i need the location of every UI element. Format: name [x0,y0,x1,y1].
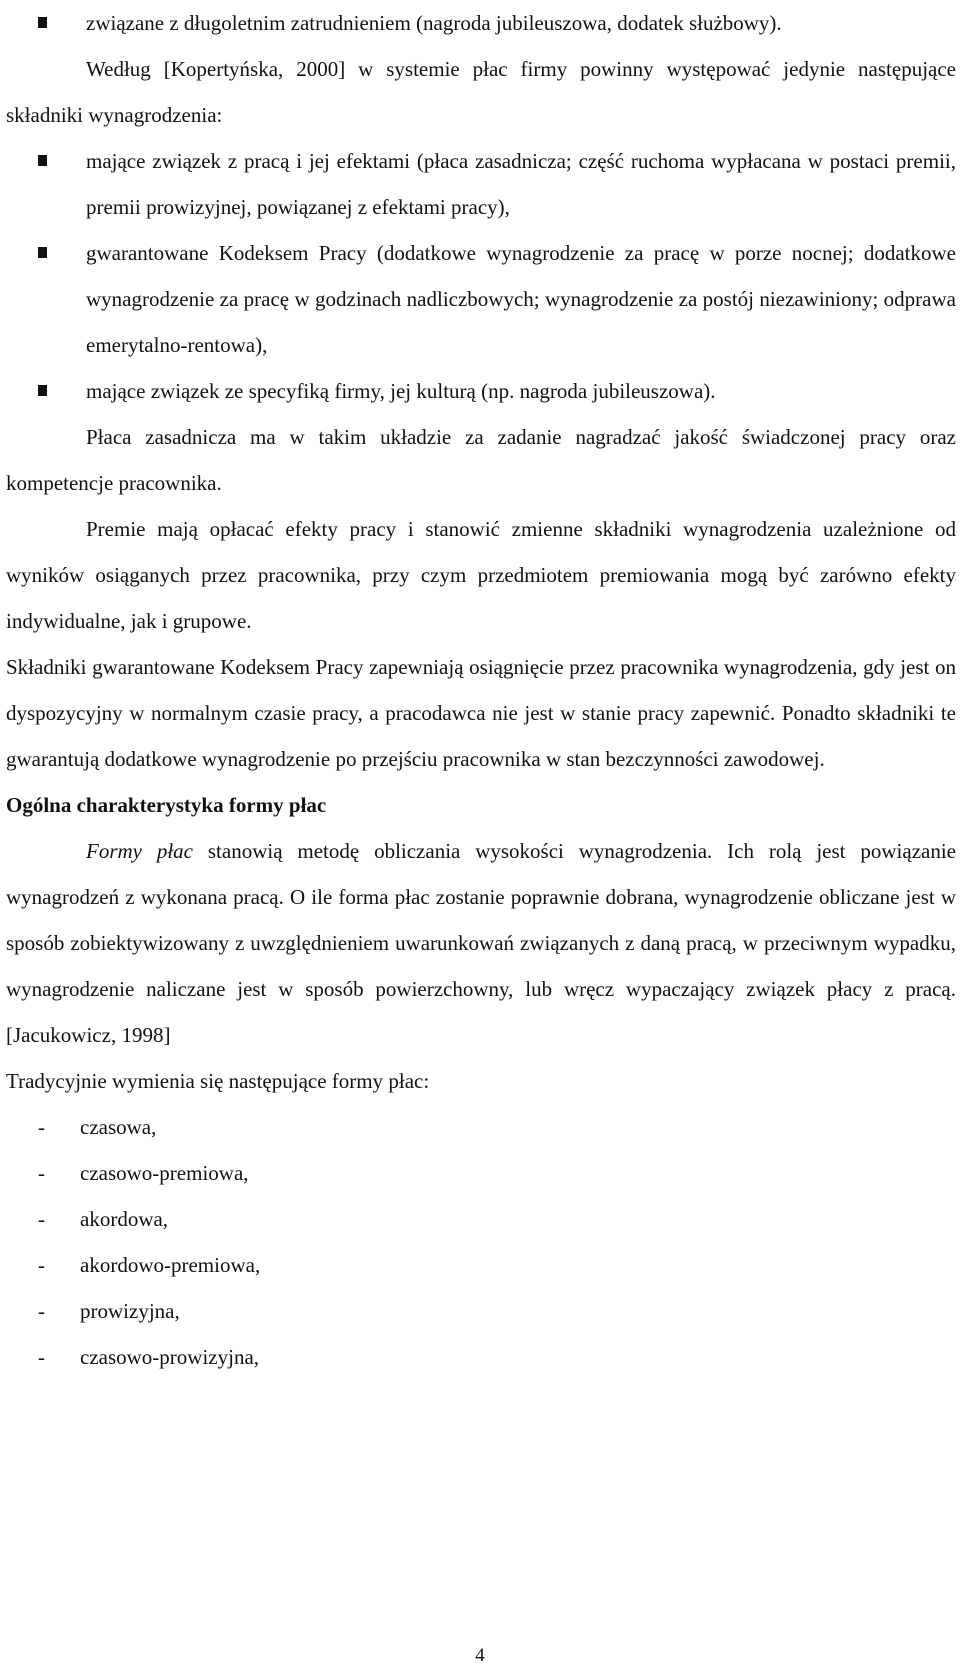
page-number: 4 [475,1645,485,1666]
paragraph-intro: Według [Kopertyńska, 2000] w systemie płac firmy powinny występować jedynie następujące składniki wynagrodzenia: [6,57,956,127]
square-bullet-icon [38,17,47,28]
list-item-text: akordowa, [80,1207,169,1231]
list-item-text: prowizyjna, [80,1299,180,1323]
list-item [6,1334,956,1380]
top-bullet-list [6,0,956,46]
list-item-text: związane z długoletnim zatrudnieniem (nagroda jubileuszowa, dodatek służbowy). [86,11,782,35]
paragraph-formy-text: stanowią metodę obliczania wysokości wynagrodzenia. Ich rolą jest powiązanie wynagrodzeń z wykonana pracą. O ile forma płac zostanie poprawnie dobrana, wynagrodzenie obliczane jest w sposób zobiektywizowany z uwzględnieniem uwarunkowań związanych z daną pracą, w przeciwnym wypadku, wynagrodzenie naliczane jest w sposób powierzchowny, lub wręcz wypaczający związek płacy z pracą. [Jacukowicz, 1998] [6,839,956,1047]
dash-marker: - [38,1299,45,1323]
list-item-text: czasowa, [80,1115,157,1139]
list-item-text: mające związek ze specyfiką firmy, jej kulturą (np. nagroda jubileuszowa). [86,379,716,403]
list-item [6,1104,956,1150]
list-item-text: czasowo-premiowa, [80,1161,249,1185]
dash-marker: - [38,1253,45,1277]
paragraph-premie: Premie mają opłacać efekty pracy i stanowić zmienne składniki wynagrodzenia uzależnione od wyników osiąganych przez pracownika, przy czym przedmiotem premiowania mogą być zarówno efekty indywidualne, jak i grupowe. [6,517,956,633]
list-item [6,368,956,414]
dash-marker: - [38,1345,45,1369]
list-item [6,1288,956,1334]
square-bullet-icon [38,247,47,258]
section-heading: Ogólna charakterystyka formy płac [6,793,327,817]
wage-components-list [6,138,956,414]
paragraph-formy [6,828,956,1058]
list-item-text: czasowo-prowizyjna, [80,1345,260,1369]
list-item [6,1150,956,1196]
dash-marker: - [38,1161,45,1185]
dash-marker: - [38,1115,45,1139]
paragraph-placa: Płaca zasadnicza ma w takim układzie za zadanie nagradzać jakość świadczonej pracy oraz kompetencje pracownika. [6,425,956,495]
paragraph-skladniki: Składniki gwarantowane Kodeksem Pracy zapewniają osiągnięcie przez pracownika wynagrodzenia, gdy jest on dyspozycyjny w normalnym czasie pracy, a pracodawca nie jest w stanie pracy zapewnić. Ponadto składniki te gwarantują dodatkowe wynagrodzenie po przejściu pracownika w stan bezczynności zawodowej. [6,655,956,771]
list-item-text: gwarantowane Kodeksem Pracy (dodatkowe wynagrodzenie za pracę w porze nocnej; dodatkowe wynagrodzenie za pracę w godzinach nadliczbowych; wynagrodzenie za postój niezawiniony; odprawa emerytalno-rentowa), [86,241,956,357]
wage-forms-list [6,1104,956,1380]
list-item [6,1196,956,1242]
square-bullet-icon [38,385,47,396]
list-item [6,138,956,230]
list-item-text: mające związek z pracą i jej efektami (płaca zasadnicza; część ruchoma wypłacana w postaci premii, premii prowizyjnej, powiązanej z efektami pracy), [86,149,956,219]
square-bullet-icon [38,155,47,166]
list-item [6,1242,956,1288]
dash-marker: - [38,1207,45,1231]
list-item-text: akordowo-premiowa, [80,1253,261,1277]
list-item [6,0,956,46]
paragraph-tradycyjnie: Tradycyjnie wymienia się następujące formy płac: [6,1069,430,1093]
page-content [6,0,956,1380]
emphasis-term: Formy płac [86,839,194,863]
list-item [6,230,956,368]
